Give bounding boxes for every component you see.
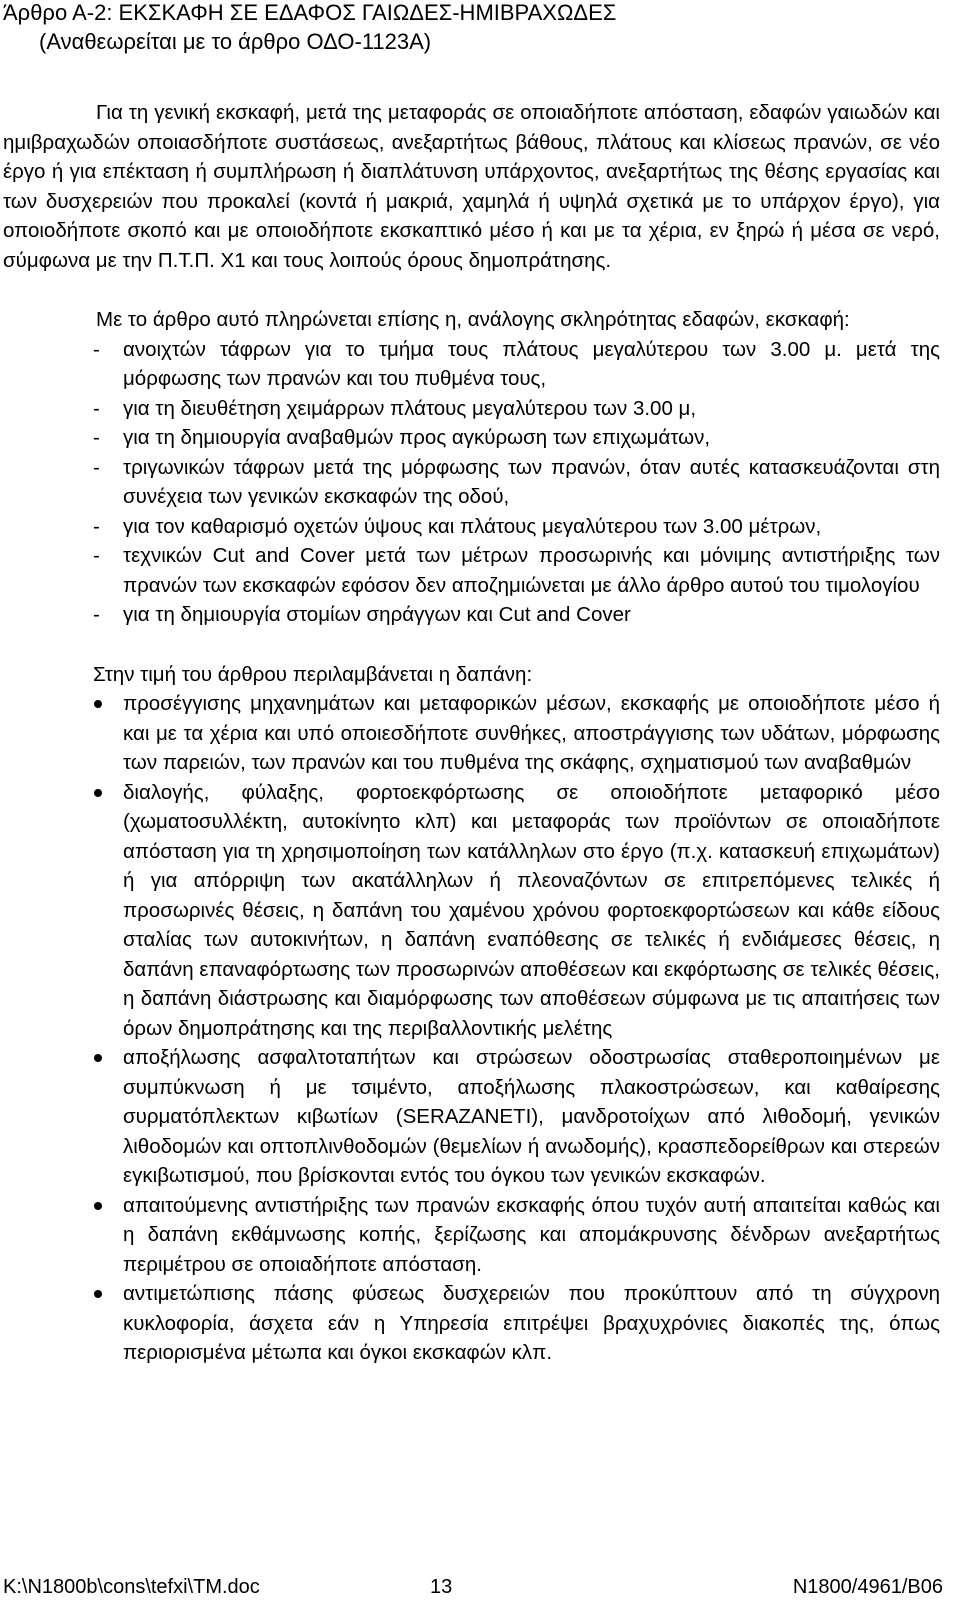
dash-marker: - bbox=[93, 544, 100, 567]
list-item-text: αντιμετώπισης πάσης φύσεως δυσχερειών που προκύπτουν από τη σύγχρονη κυκλοφορία, άσχετα εάν η Υπηρεσία επιτρέψει βραχυχρόνιες διακοπές της, όπως περιορισμένα μέτωπα και όγκοι εκσκαφών κλπ. bbox=[123, 1282, 940, 1364]
dash-marker: - bbox=[93, 426, 100, 449]
bullet-icon bbox=[94, 1202, 102, 1210]
dash-marker: - bbox=[93, 455, 100, 479]
footer-doc-code: N1800/4961/B06 bbox=[792, 1576, 943, 1598]
list-item-text: τεχνικών Cut and Cover μετά των μέτρων προσωρινής και μόνιμης αντιστήριξης των πρανών των εκσκαφών εφόσον δεν αποζημιώνεται με άλλο άρθρο αυτού του τιμολογίου bbox=[123, 544, 940, 597]
dash-marker: - bbox=[93, 396, 100, 420]
price-intro: Στην τιμή του άρθρου περιλαμβάνεται η δαπάνη: bbox=[93, 662, 533, 686]
bullet-icon bbox=[94, 789, 102, 797]
article-title: Άρθρο Α-2: ΕΚΣΚΑΦΗ ΣΕ ΕΔΑΦΟΣ ΓΑΙΩΔΕΣ-ΗΜΙΒΡΑΧΩΔΕΣ bbox=[3, 0, 617, 25]
list-item bbox=[3, 541, 940, 600]
dash-marker: - bbox=[93, 603, 100, 626]
list-item bbox=[3, 1191, 940, 1280]
bullet-icon bbox=[94, 700, 102, 708]
list-item bbox=[3, 689, 940, 778]
list-item bbox=[3, 1279, 940, 1368]
list-item bbox=[3, 512, 940, 542]
list-item-text: για τη δημιουργία αναβαθμών προς αγκύρωση των επιχωμάτων, bbox=[123, 426, 711, 449]
bullet-list bbox=[3, 689, 940, 1368]
list-item bbox=[3, 394, 940, 424]
list-item bbox=[3, 600, 940, 630]
footer-file-path: K:\N1800b\cons\tefxi\TM.doc bbox=[3, 1576, 260, 1598]
paragraph-also-paid: Με το άρθρο αυτό πληρώνεται επίσης η, ανάλογης σκληρότητας εδαφών, εκσκαφή: bbox=[96, 308, 850, 331]
article-heading bbox=[3, 0, 723, 56]
list-item-text: προσέγγισης μηχανημάτων και μεταφορικών μέσων, εκσκαφής με οποιοδήποτε μέσο ή και με τα χέρια και υπό οποιεσδήποτε συνθήκες, αποστράγγισης των υδάτων, μόρφωσης των παρειών, των πρανών και του πυθμένα της σκάφης, σχηματισμού των αναβαθμών bbox=[123, 692, 940, 774]
list-item bbox=[3, 778, 940, 1044]
list-item-text: ανοιχτών τάφρων για το τμήμα τους πλάτους μεγαλύτερου των 3.00 μ. μετά της μόρφωσης των πρανών και του πυθμένα τους, bbox=[123, 337, 940, 390]
list-item bbox=[3, 1043, 940, 1191]
list-item bbox=[3, 453, 940, 512]
bullet-icon bbox=[94, 1054, 102, 1062]
list-item-text: τριγωνικών τάφρων μετά της μόρφωσης των πρανών, όταν αυτές κατασκευάζονται στη συνέχεια των γενικών εκσκαφών της οδού, bbox=[123, 455, 940, 508]
list-item-text: αποξήλωσης ασφαλτοταπήτων και στρώσεων οδοστρωσίας σταθεροποιημένων με συμπύκνωση ή με τσιμέντο, αποξήλωσης πλακοστρώσεων, και καθαίρεσης συρματόπλεκτων κιβωτίων (SERAZANETI), μανδροτοίχων από λιθοδομή, γενικών λιθοδομών και οπτοπλινθοδομών (θεμελίων ή ανωδομής), κρασπεδορείθρων και στερεών εγκιβωτισμού, που βρίσκονται εντός του όγκου των γενικών εκσκαφών. bbox=[123, 1046, 940, 1187]
list-item-text: για τη δημιουργία στομίων σηράγγων και Cut and Cover bbox=[123, 603, 631, 626]
footer-page-number: 13 bbox=[430, 1576, 453, 1598]
list-item-text: απαιτούμενης αντιστήριξης των πρανών εκσκαφής όπου τυχόν αυτή απαιτείται καθώς και η δαπάνη εκθάμνωσης κοπής, ξερίζωσης και απομάκρυνσης δένδρων ανεξαρτήτως περιμέτρου σε οποιαδήποτε απόσταση. bbox=[123, 1193, 940, 1276]
dash-marker: - bbox=[93, 337, 100, 361]
article-subtitle: (Αναθεωρείται με το άρθρο ΟΔΟ-1123Α) bbox=[39, 29, 432, 54]
list-item bbox=[3, 335, 940, 394]
dash-marker: - bbox=[93, 514, 100, 538]
dash-list bbox=[3, 335, 940, 630]
list-item-text: για τη διευθέτηση χειμάρρων πλάτους μεγαλύτερου των 3.00 μ, bbox=[123, 396, 697, 420]
document-body bbox=[3, 98, 940, 1368]
list-item-text: διαλογής, φύλαξης, φορτοεκφόρτωσης σε οποιοδήποτε μεταφορικό μέσο (χωματοσυλλέκτη, αυτοκίνητο κλπ) και μεταφοράς των προϊόντων σε οποιαδήποτε απόσταση για τη χρησιμοποίηση των κατάλληλων στο έργο (π.χ. κατασκευή επιχωμάτων) ή για απόρριψη των ακατάλληλων ή πλεοναζόντων σε επιτρεπόμενες τελικές ή προσωρινές θέσεις, η δαπάνη του χαμένου χρόνου φορτοεκφορτώσεων και κάθε είδους σταλίας των αυτοκινήτων, η δαπάνη εναπόθεσης σε τελικές ή ενδιάμεσες θέσεις, η δαπάνη επαναφόρτωσης των προσωρινών αποθέσεων και εκφόρτωσης σε τελικές θέσεις, η δαπάνη διάστρωσης και διαμόρφωσης των αποθέσεων σύμφωνα με τις απαιτήσεις των όρων δημοπράτησης και της περιβαλλοντικής μελέτης bbox=[123, 780, 940, 1040]
list-item-text: για τον καθαρισμό οχετών ύψους και πλάτους μεγαλύτερου των 3.00 μέτρων, bbox=[123, 514, 822, 538]
list-item bbox=[3, 423, 940, 453]
bullet-icon bbox=[94, 1290, 102, 1298]
paragraph-scope: Για τη γενική εκσκαφή, μετά της μεταφοράς σε οποιαδήποτε απόσταση, εδαφών γαιωδών και ημιβραχωδών οποιασδήποτε συστάσεως, ανεξαρτήτως βάθους, πλάτους και κλίσεως πρανών, σε νέο έργο ή για επέκταση ή συμπλήρωση ή διαπλάτυνση υπάρχοντος, ανεξαρτήτως της θέσης εργασίας και των δυσχερειών που προκαλεί (κοντά ή μακριά, χαμηλά ή υψηλά σχετικά με το υπάρχον έργο), για οποιοδήποτε σκοπό και με οποιοδήποτε εκσκαπτικό μέσο ή και με τα χέρια, εν ξηρώ ή μέσα σε νερό, σύμφωνα με την Π.Τ.Π. Χ1 και τους λοιπούς όρους δημοπράτησης. bbox=[3, 101, 940, 272]
